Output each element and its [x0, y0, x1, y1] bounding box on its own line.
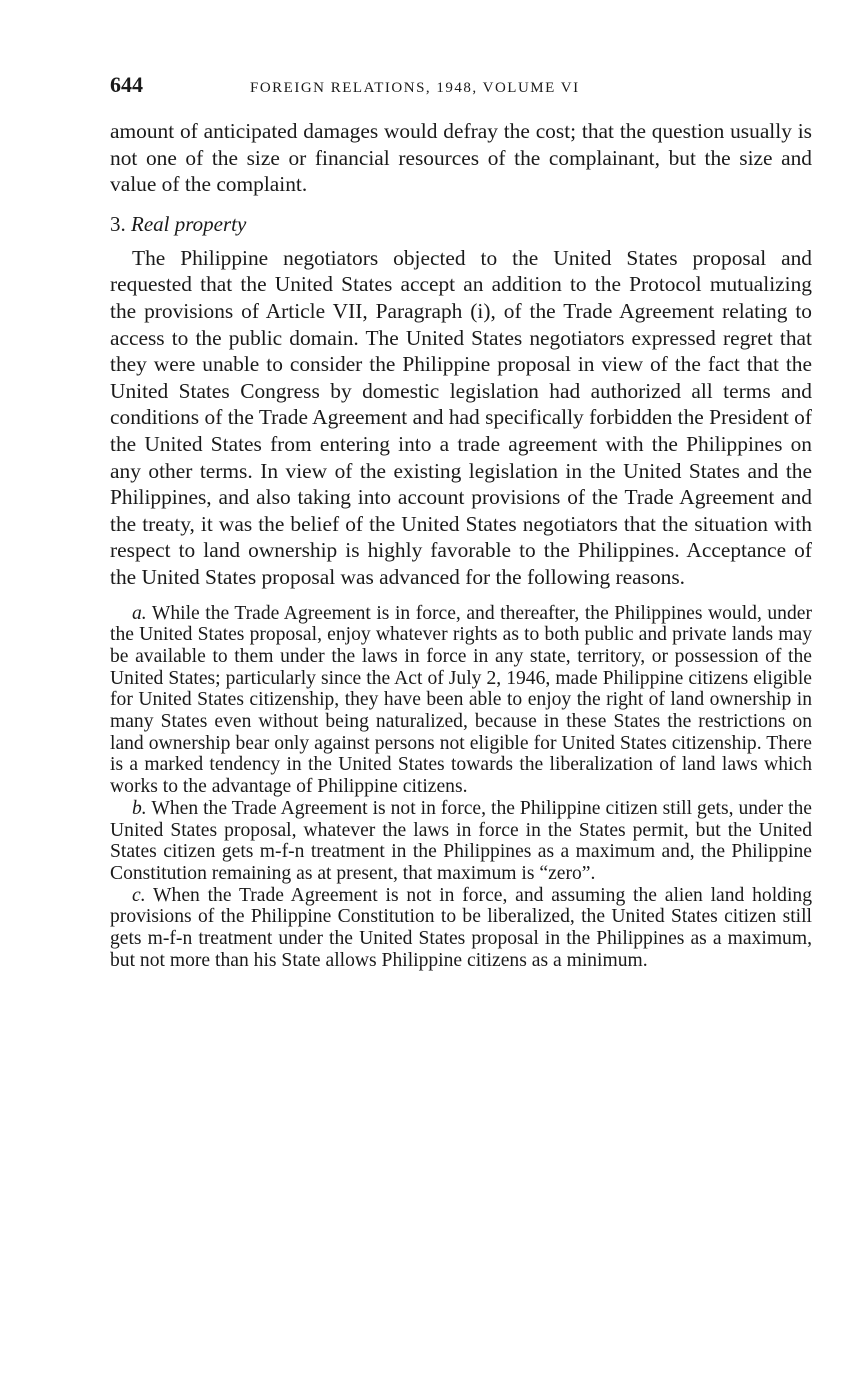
reason-b-paragraph — [110, 798, 812, 885]
document-page — [110, 72, 812, 971]
reason-c-paragraph — [110, 885, 812, 972]
reason-a-letter: a. — [132, 602, 147, 624]
reason-c-letter: c. — [132, 884, 146, 906]
section-title: Real property — [131, 211, 247, 236]
running-title: FOREIGN RELATIONS, 1948, VOLUME VI — [250, 80, 580, 96]
running-header — [110, 72, 812, 112]
reason-a-paragraph — [110, 603, 812, 798]
section-heading — [110, 212, 812, 237]
reason-b-letter: b. — [132, 797, 147, 819]
section-number: 3. — [110, 211, 126, 236]
reason-c-text: When the Trade Agreement is not in force, and assuming the alien land holding provisions of the Philippine Constitution to be liberalized, the United States citizen still gets m-f-n treatment under the United States proposal in the Philippines as a maximum, but not more than his State allows Philippine citizens as a minimum. — [110, 884, 813, 971]
page-number: 644 — [110, 72, 143, 97]
reason-b-text: When the Trade Agreement is not in force, the Philippine citizen still gets, under the United States proposal, whatever the laws in force in the States permit, but the United States citizen gets m-f-n treatment in the Philippines as a maximum and, the Philippine Constitution remaining as at present, that maximum is “zero”. — [110, 797, 813, 884]
main-paragraph: The Philippine negotiators objected to the United States proposal and requested that the United States accept an addition to the Protocol mutualizing the provisions of Article VII, Paragraph (i), of the Trade Agreement relating to access to the public domain. The United States negotiators expressed regret that they were unable to consider the Philippine proposal in view of the fact that the United States Congress by domestic legislation had authorized all terms and conditions of the Trade Agreement and had specifically forbidden the President of the United States from entering into a trade agreement with the Philippines on any other terms. In view of the existing legislation in the United States and the Philippines, and also taking into account provisions of the Trade Agreement and the treaty, it was the belief of the United States negotiators that the situation with respect to land ownership is highly favorable to the Philippines. Acceptance of the United States proposal was advanced for the following reasons. — [110, 245, 812, 589]
intro-paragraph: amount of anticipated damages would defray the cost; that the question usually is not one of the size or financial resources of the complainant, but the size and value of the complaint. — [110, 119, 812, 197]
reason-a-text: While the Trade Agreement is in force, and thereafter, the Philippines would, under the United States proposal, enjoy whatever rights as to both public and private lands may be available to them under the laws in force in any state, territory, or possession of the United States; particularly since the Act of July 2, 1946, made Philippine citizens eligible for United States citizenship, they have been able to enjoy the right of land ownership in many States even without being naturalized, because in these States the restrictions on land ownership bear only against persons not eligible for United States citizenship. There is a marked tendency in the United States towards the liberalization of land laws which works to the advantage of Philippine citizens. — [110, 602, 812, 798]
